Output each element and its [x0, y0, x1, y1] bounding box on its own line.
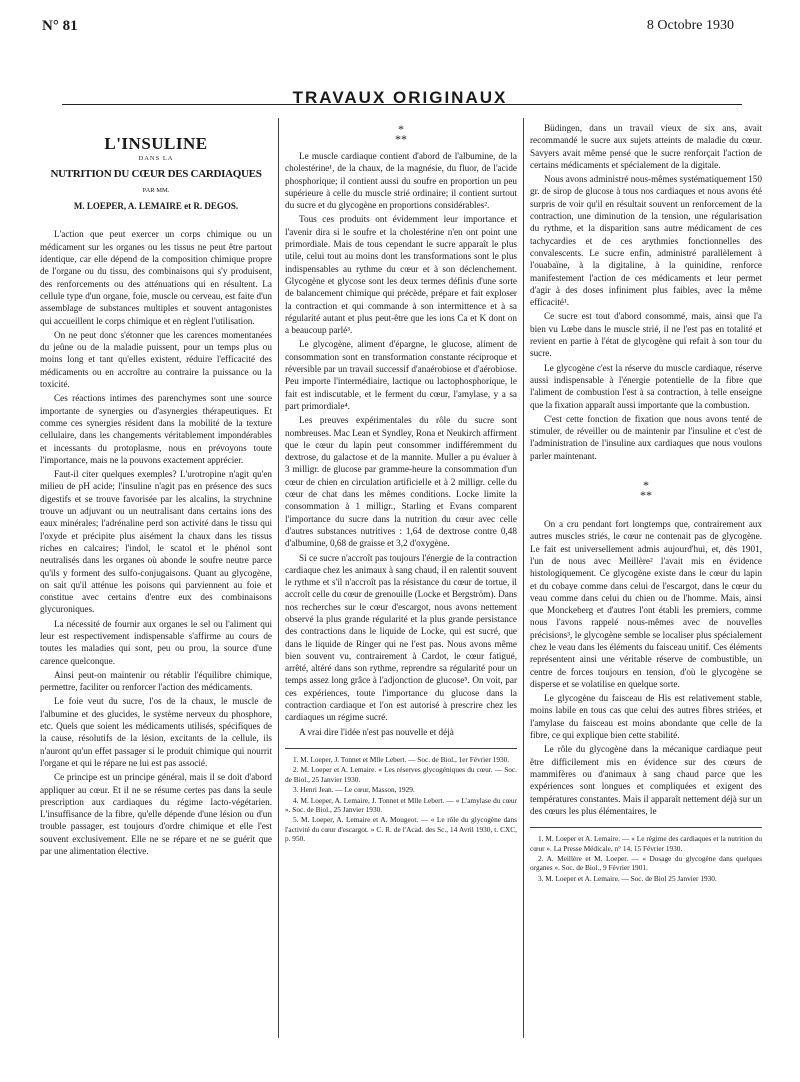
- paragraph: Les preuves expérimentales du rôle du sucre sont nombreuses. Mac Lean et Syndley, Rona et Neukirch affirment que le cœur du lapin peut consommer indifféremment du dextrose, du galactose et de la mannite. Muller a pu évaluer à 3 milligr. de glucose par gramme-heure la consommation d'un cœur de chien en circulation artificielle et à 2 milligr. celle du cœur de chat dans les mêmes conditions. Locke limite la consommation à 1 milligr., Starling et Evans comparent l'importance du sucre dans la nutrition du cœur avec celle d'autres substances nutritives : 1,64 de dextrose contre 0,48 d'albumine, 0,68 de graisse et 3,2 d'oxygène.: [285, 415, 517, 549]
- paragraph: Le muscle cardiaque contient d'abord de l'albumine, de la cholestérine¹, de la chaux, de la magnésie, du fluor, de l'acide phosphorique; il contient aussi du soufre en proportion un peu supérieure à celle du muscle strié ordinaire; il contient surtout du sucre et du glycogène en proportions considérables².: [285, 151, 517, 211]
- paragraph: Tous ces produits ont évidemment leur importance et l'avenir dira si le soufre et la cholestérine n'en ont point une primordiale. Mais de tous cependant le sucre apparaît le plus utile, celui tout au moins dont les transformations sont le plus indispensables au rythme du cœur et à son déclenchement. Glycogène et glycose sont les deux termes définis d'une sorte de balancement chimique qui précède, prépare et fait exploser la contraction et qui commande à son intermittence et à sa régularité autant et plus peut-être que les ions Ca et K dont on a beaucoup parlé³.: [285, 214, 517, 336]
- paragraph: On ne peut donc s'étonner que les carences momentanées du jeûne ou de la maladie puissent, pour un temps plus ou moins long et tant qu'elles existent, réduire l'efficacité des médicaments ou en accroître au contraire la puissance ou la toxicité.: [40, 329, 272, 390]
- column-divider: [523, 118, 524, 1038]
- paragraph: Ce sucre est tout d'abord consommé, mais, ainsi que l'a bien vu Lœbe dans le muscle strié, il ne l'est pas en totalité et revient en partie à l'état de glycogène qui refait à son tour du sucre.: [530, 311, 762, 359]
- section-title: TRAVAUX ORIGINAUX: [292, 88, 508, 107]
- section-stars: * **: [640, 478, 652, 503]
- section-stars: * **: [395, 122, 407, 146]
- paragraph: On a cru pendant fort longtemps que, contrairement aux autres muscles striés, le cœur ne contenait pas de glycogène. Le fait est universellement admis aujourd'hui, et, dès 1901, l'un de nous avec Meillère² l'avait mis en évidence histologiquement. Ce glycogène existe dans le cœur du lapin et du cobaye comme dans celui de l'escargot, dans le cœur du veau comme dans celui du chien ou de l'homme. Mais, ainsi que Monckeberg et d'autres l'ont établi les premiers, comme nous l'avons rappelé nous-mêmes avec de nouvelles précisions³, le glycogène semble se localiser plus spécialement chez le veau dans les éléments du faisceau unitif. Ces éléments représentent ainsi une véritable réserve de combustible, un centre de forces toujours en tension, d'où le glycogène se disperse et se volatilise en quelque sorte.: [530, 519, 762, 689]
- issue-date: 8 Octobre 1930: [646, 18, 734, 33]
- paragraph: Ces réactions intimes des parenchymes sont une source importante de synergies ou d'asynergies thérapeutiques. Et comme ces synergies résident dans la mobilité de la texture cellulaire, dans les changements véritablement impondérables et incessants du protoplasme, nous en prévoyons toute l'importance, mais ne la pouvons exactement apprécier.: [40, 393, 272, 465]
- footnote: 2. A. Meillère et M. Loeper. — « Dosage du glycogène dans quelques organes ». Soc. de Biol., 9 Février 1901.: [530, 853, 762, 873]
- article-par: PAR MM.: [142, 186, 170, 194]
- paragraph: Le glycogène du faisceau de His est relativement stable, moins labile en tous cas que celui des autres fibres striées, et l'amylase du faisceau est moins abondante que celle de la fibre, ce qui explique bien cette stabilité.: [530, 693, 762, 741]
- paragraph: Ce principe est un principe général, mais il se doit d'abord appliquer au cœur. Et il ne se résume certes pas dans la seule prescription aux cardiaques du régime lacto-végétarien. L'insuffisance de la fibre, qu'elle dépende d'une lésion ou d'un trouble passager, est toujours d'ordre chimique et elle l'est souvent exclusivement. Elle ne se répare et ne se guérit que par une alimentation élective.: [40, 772, 272, 857]
- article-dans-la: DANS LA: [138, 155, 174, 163]
- footnote: 2. M. Loeper et A. Lemaire. « Les réserves glycogéniques du cœur. — Soc. de Biol., 25 Janvier 1930.: [285, 765, 517, 784]
- paragraph: L'action que peut exercer un corps chimique ou un médicament sur les organes ou les tissus ne peut être partout identique, car elle dépend de la composition chimique propre de l'organe ou du tissu, des combinaisons qui s'y produisent, des renforcements ou des atténuations qui en résultent. La cellule type d'un organe, foie, muscle ou cerveau, est faite d'un assemblage de substances multiples et souvent antagonistes qui accueillent le corps chimique et en règlent l'utilisation.: [40, 229, 272, 326]
- footnotes: [530, 827, 762, 883]
- paragraph: A vrai dire l'idée n'est pas nouvelle et déjà: [299, 726, 454, 737]
- paragraph: Büdingen, dans un travail vieux de six ans, avait recommandé le sucre aux sujets atteints de maladie du cœur. Savyers avait même pensé que le sucre renforçait l'action de certains médicaments et spécialement de la digitale.: [530, 123, 762, 170]
- paragraph: Le glycogène, aliment d'épargne, le glucose, aliment de consommation sont en transformation constante réciproque et réversible par un travail successif d'anaérobiose et d'aérobiose. Peu importe l'intermédiaire, lactique ou lactophosphorique, le fait est indiscutable, et le ferment du cœur, l'amylase, y a sa part primordiale⁴.: [285, 339, 517, 411]
- footnote: 1. M. Loeper, J. Tonnet et Mlle Lebert. — Soc. de Biol., 1er Février 1930.: [293, 754, 510, 764]
- paragraph: Faut-il citer quelques exemples? L'urotropine n'agit qu'en milieu de pH acide; l'insuline n'agit pas en présence des sucs digestifs et se trouve favorisée par les alcalins, la strychnine trouve un adjuvant ou un neutralisant dans certains ions des eaux minérales; l'adrénaline perd son activité dans le tissu qui l'oxyde et précipite plus aisément la chaux dans les tissus riches en calcaires; l'indol, le scatol et le phénol sont neutralisés dans les organes où abonde le soufre neutre parce qu'ils y forment des sulfo-conjugaisons. Quant au glycogène, on sait qu'il atténue les poisons qui parviennent au foie et constitue avec certains d'entre eux des combinaisons glycuroniques.: [40, 469, 272, 615]
- footnote: 5. M. Loeper, A. Lemaire et A. Mougeot. — « Le rôle du glycogène dans l'activité du cœur d'escargot. » C. R. de l'Acad. des Sc., 14 Avril 1930, t. CXC, p. 950.: [285, 815, 517, 844]
- column-2: [285, 120, 517, 845]
- paragraph: La nécessité de fournir aux organes le sel ou l'aliment qui leur est respectivement indispensable s'affirme au cours de toutes les maladies qui sont, peu ou prou, la source d'une carence quelconque.: [40, 618, 272, 666]
- paragraph: Le foie veut du sucre, l'os de la chaux, le muscle de l'albumine et des glucides, le système nerveux du phosphore, etc. Quels que soient les médicaments utilisés, spécifiques de la cause, résolutifs de la lésion, excitants de la cellule, ils n'auront qu'un effet passager si le produit chimique qui nourrit l'organe et qui le répare ne lui est pas associé.: [40, 696, 272, 768]
- column-3: [530, 122, 762, 884]
- column-1: [40, 134, 272, 859]
- paragraph: Le glycogène c'est la réserve du muscle cardiaque, réserve aussi indispensable à l'énergie potentielle de la fibre que l'aliment de combustion l'est à sa contraction, à telle enseigne que la fixation apparaît aussi importante que la combustion.: [530, 362, 762, 410]
- column-divider: [278, 118, 279, 1038]
- article-title: L'INSULINE: [104, 134, 208, 153]
- article-subtitle: NUTRITION DU CŒUR DES CARDIAQUES: [50, 167, 262, 180]
- header-rule: [62, 104, 742, 105]
- footnotes: [285, 748, 517, 844]
- footnote: 4. M. Loeper, A. Lemaire, J. Tonnet et Mlle Lebert. — « L'amylase du cœur ». Soc. de Biol., 25 Janvier 1930.: [285, 795, 517, 814]
- footnote: 3. M. Loeper et A. Lemaire. — Soc. de Biol 25 Janvier 1930.: [538, 873, 717, 883]
- paragraph: Nous avons administré nous-mêmes systématiquement 150 gr. de sirop de glucose à tous nos cardiaques et nous avons été surpris de voir qu'il en résultait souvent un renforcement de la contraction, une diminution de la tension, une régularisation du rythme, et la disparition sans autre médicament de ces tachycardies et de ces arythmies fonctionnelles des convalescents. Le sucre enfin, administré parallèlement à l'ouabaïne, à la digitaline, à la quinidine, renforce manifestement l'action de ces médicaments et leur permet d'agir à des doses infiniment plus faibles, avec la même efficacité¹.: [530, 174, 762, 308]
- footnote: 3. Henri Jean. — Le cœur, Masson, 1929.: [293, 785, 415, 795]
- article-authors: M. LOEPER, A. LEMAIRE et R. DEGOS.: [73, 201, 239, 212]
- issue-number: N° 81: [42, 18, 78, 34]
- paragraph: Ainsi peut-on maintenir ou rétablir l'équilibre chimique, permettre, faciliter ou renforcer l'action des médicaments.: [40, 669, 272, 693]
- paragraph: C'est cette fonction de fixation que nous avons tenté de stimuler, de réveiller ou de maintenir par l'insuline et c'est de l'administration de l'insuline aux cardiaques que nous voulons parler maintenant.: [530, 413, 762, 461]
- paragraph: Le rôle du glycogène dans la mécanique cardiaque peut être difficilement mis en évidence sur des cœurs de mammifères ou d'animaux à sang chaud parce que les expériences sont longues et compliquées et exigent des températures constantes. Mais il apparaît nettement déjà sur un des cœurs les plus élémentaires, le: [530, 744, 762, 816]
- footnote: 1. M. Loeper et A. Lemaire. — « Le régime des cardiaques et la nutrition du cœur ». La Presse Médicale, n° 14, 15 Février 1930.: [530, 834, 762, 853]
- paragraph: Si ce sucre n'accroît pas toujours l'énergie de la contraction cardiaque chez les animaux à sang chaud, il en ralentit souvent le rythme et s'il n'accroît pas la résistance du cœur de tortue, il accroît celle du cœur de grenouille (Locke et Bergström). Dans nos recherches sur le cœur d'escargot, nous avons nettement observé la plus grande régularité et la plus grande persistance des contractions dans le liquide de Locke, qui est sucré, que dans le liquide de Ringer qui ne l'est pas. Nous avons même bien souvent vu, contrairement à Cardot, le cœur fatigué, arrêté, altéré dans son rythme, reprendre sa régularité pour un temps assez long grâce à l'adjonction de glucose⁵. On voit, par ces expériences, toute l'importance du glucose dans la contraction cardiaque et l'on est autorisé à prescrire chez les cardiaques un régime sucré.: [285, 552, 517, 723]
